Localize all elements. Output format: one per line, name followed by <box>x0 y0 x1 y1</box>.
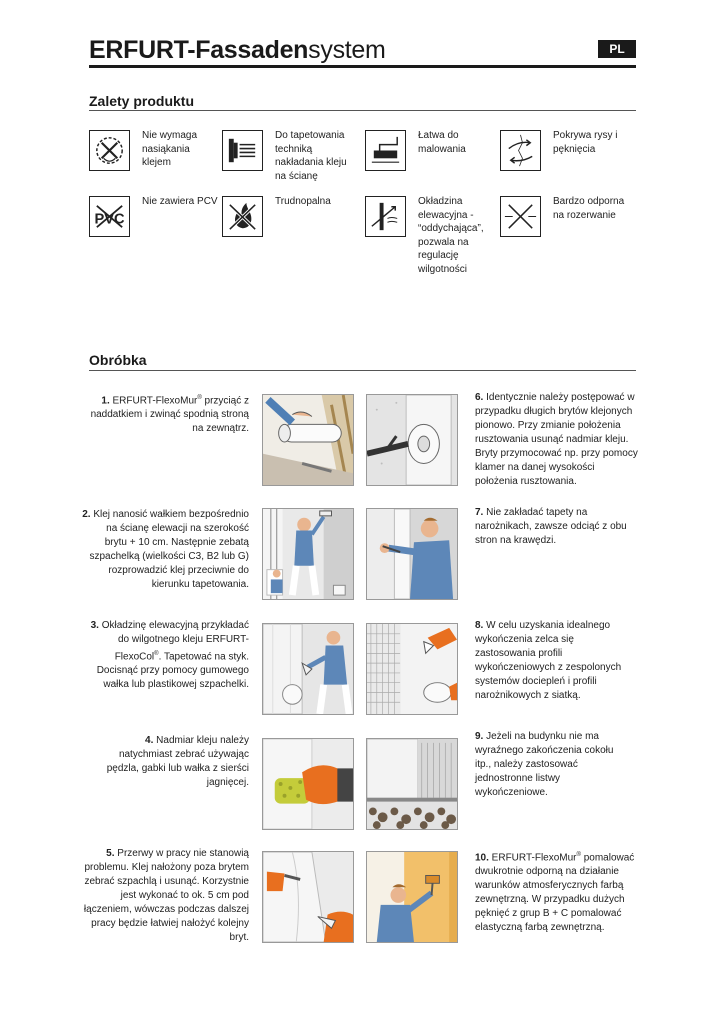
step-7-illustration <box>366 508 458 600</box>
feature-text: Pokrywa rysy i pęknięcia <box>553 130 618 155</box>
feature-text: Okładzina elewacyjna - “oddychająca”, pozwala na regulację wilgotności <box>418 196 484 275</box>
step-6-text: 6. Identycznie należy postępować w przypadku długich brytów klejonych pionowo. Przy zmianie położenia rusztowania usunąć nadmiar kleju. Bryty przymocować np. przy pomocy klamer na danej wysokości położenia rusztowania. <box>475 392 638 487</box>
processing-rule <box>89 370 636 371</box>
feature-text: Nie wymaga nasiąkania klejem <box>142 130 198 168</box>
step-2-illustration <box>262 508 354 600</box>
non-flammable-icon <box>222 196 263 237</box>
language-badge: PL <box>598 40 636 58</box>
crack-bridging-icon <box>500 130 541 171</box>
step-4-text: 4. Nadmiar kleju należy natychmiast zebrać używając pędzla, gabki lub wałka z sierści jagnięcej. <box>106 735 249 788</box>
header-rule <box>89 65 636 68</box>
step-5-text: 5. Przerwy w pracy nie stanowią problemu. Klej nałożony poza brytem zebrać szpachlą i usunąć. Korzystnie jest wykonać to ok. 5 cm pod łączeniem, wówczas podczas dalszej pracy będzie łatwiej nałożyć kolejny bryt. <box>83 848 249 943</box>
step-3-text: 3. Okładzinę elewacyjną przykładać do wilgotnego kleju ERFURT-FlexoCol®. Tapetować na styk. Docisnąć przy pomocy gumowego wałka lub plastikowej szpachelki. <box>90 620 249 691</box>
step-8-illustration <box>366 623 458 715</box>
step-4-illustration <box>262 738 354 830</box>
step-1-text: 1. ERFURT-FlexoMur® przyciąć z naddatkiem i zwinąć spodnią stroną na zewnątrz. <box>90 395 249 435</box>
feature-text: Bardzo odporna na rozerwanie <box>553 196 625 221</box>
tear-resistant-icon <box>500 196 541 237</box>
step-10-text: 10. ERFURT-FlexoMur® pomalować dwukrotnie odporną na działanie warunków atmosferycznych farbą zewnętrzną. W przypadku dużych pęknięć z grup B + C pomalować elastyczną farbą zewnętrzną. <box>475 852 635 934</box>
step-9-illustration <box>366 738 458 830</box>
step-1-illustration <box>262 394 354 486</box>
processing-heading: Obróbka <box>89 352 147 368</box>
feature-text: Do tapetowania techniką nakładania kleju na ścianę <box>275 130 347 182</box>
title-bold: ERFURT-Fassaden <box>89 36 309 64</box>
breathable-cladding-icon <box>365 196 406 237</box>
step-7-text: 7. Nie zakładać tapety na narożnikach, zawsze odciąć z obu stron na krawędzi. <box>475 507 627 546</box>
no-soaking-icon <box>89 130 130 171</box>
feature-text: Łatwa do malowania <box>418 130 466 155</box>
feature-text: Trudnopalna <box>275 196 331 207</box>
page-title <box>89 36 386 65</box>
no-pvc-icon <box>89 196 130 237</box>
feature-text: Nie zawiera PCV <box>142 196 218 207</box>
features-rule <box>89 110 636 111</box>
step-5-illustration <box>262 851 354 943</box>
paint-roller-icon <box>365 130 406 171</box>
title-light: system <box>308 36 386 64</box>
paste-the-wall-icon <box>222 130 263 171</box>
step-3-illustration <box>262 623 354 715</box>
features-heading: Zalety produktu <box>89 93 195 109</box>
step-9-text: 9. Jeżeli na budynku nie ma wyraźnego zakończenia cokołu itp., należy zastosować jednostronne listwy wykończeniowe. <box>475 731 614 798</box>
step-2-text: 2. Klej nanosić wałkiem bezpośrednio na ścianę elewacji na szerokość brytu + 10 cm. Następnie zebatą szpachelką (wielkości C3, B2 lub G) rozprowadzić klej przeciwnie do kierunku tapetowania. <box>82 509 249 590</box>
step-8-text: 8. W celu uzyskania idealnego wykończenia zelca się zastosowania profili wykończeniowych z zespolonych systemów dociepleń i profili narożnikowych z siatką. <box>475 620 622 701</box>
step-10-illustration <box>366 851 458 943</box>
svg-text:PVC: PVC <box>94 211 125 228</box>
step-6-illustration <box>366 394 458 486</box>
